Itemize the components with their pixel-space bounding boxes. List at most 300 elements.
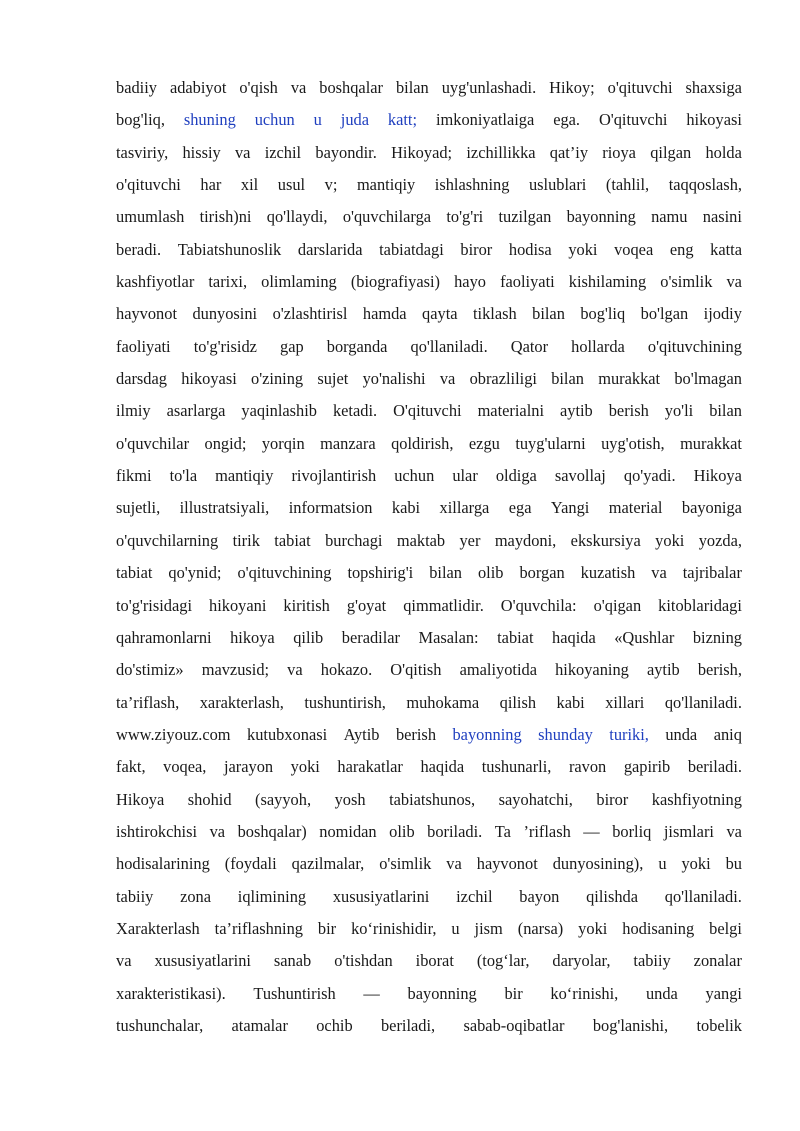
- text-word: olimlaming: [261, 272, 337, 292]
- text-word: hodisalarining: [116, 854, 210, 874]
- text-word: savollaj: [554, 466, 606, 486]
- text-word: to'la: [169, 466, 198, 486]
- text-word: qazilmalar,: [291, 854, 365, 874]
- text-word: yoki: [578, 918, 608, 938]
- text-word: asarlarga: [166, 401, 226, 421]
- text-word: fakt,: [116, 757, 146, 777]
- text-word: maktab: [396, 530, 446, 550]
- text-word: kitoblaridagi: [658, 595, 742, 615]
- text-word: voqea,: [163, 757, 207, 777]
- text-word: yangi: [705, 983, 742, 1003]
- text-word: borganda: [326, 336, 388, 356]
- text-word: o'qigan: [593, 595, 642, 615]
- text-word: u: [451, 918, 460, 938]
- text-word: www.ziyouz.com: [116, 724, 231, 744]
- text-word: nomidan: [319, 821, 377, 841]
- text-word: iborat: [415, 951, 454, 971]
- text-word: jism: [474, 918, 503, 938]
- text-word: faoliyati: [500, 272, 555, 292]
- text-word: uchun: [394, 466, 435, 486]
- text-word: illustratsiyali,: [179, 498, 270, 518]
- text-word: va: [439, 369, 456, 389]
- text-word: yoki: [681, 854, 711, 874]
- text-word: o'qituvchi: [116, 175, 181, 195]
- text-word: o'zining: [251, 369, 304, 389]
- text-line: [116, 72, 742, 104]
- text-word: tobelik: [696, 1015, 742, 1035]
- text-word: o'quvchilar: [116, 433, 190, 453]
- text-word: hayvonot: [116, 304, 178, 324]
- text-word: gap: [280, 336, 304, 356]
- text-word: bir: [317, 918, 337, 938]
- text-word: (biografiyasi): [350, 272, 441, 292]
- text-word: rivojlantirish: [291, 466, 377, 486]
- text-word: bayoniga: [681, 498, 742, 518]
- text-word: hissiy: [182, 142, 221, 162]
- text-word: ongid;: [204, 433, 247, 453]
- text-word: tushunarli,: [481, 757, 552, 777]
- text-word: Ta: [494, 821, 511, 841]
- text-word: xillarga: [439, 498, 490, 518]
- text-word: shohid: [187, 789, 232, 809]
- text-word: xil: [240, 175, 259, 195]
- text-word: kishilaming: [568, 272, 647, 292]
- text-word: qilib: [293, 627, 324, 647]
- text-word: haqida: [420, 757, 465, 777]
- text-word: tabiiy: [633, 951, 671, 971]
- text-word: qat’iy: [549, 142, 589, 162]
- text-word: oldiga: [495, 466, 537, 486]
- text-word: qo'yadi.: [623, 466, 676, 486]
- inline-link-word[interactable]: shuning: [183, 110, 236, 130]
- text-word: bo'lmagan: [674, 369, 742, 389]
- text-word: —: [583, 821, 600, 841]
- text-word: Aytib: [343, 724, 380, 744]
- text-word: atamalar: [231, 1015, 288, 1035]
- text-word: tuzilgan: [498, 207, 552, 227]
- text-word: ishlashning: [434, 175, 510, 195]
- text-word: bayonning: [407, 983, 477, 1003]
- text-word: jarayon: [223, 757, 274, 777]
- text-word: tabiatdagi: [379, 239, 444, 259]
- text-word: maydoni,: [494, 530, 557, 550]
- text-word: biror: [596, 789, 629, 809]
- text-word: yo'li: [664, 401, 694, 421]
- text-line: [116, 266, 742, 298]
- text-word: jismlari: [663, 821, 714, 841]
- text-word: kabi: [556, 692, 585, 712]
- text-word: topshirig'i: [347, 563, 414, 583]
- text-word: va: [446, 854, 462, 874]
- text-word: o'quvchilarga: [342, 207, 432, 227]
- inline-link-word[interactable]: juda: [340, 110, 369, 130]
- text-word: belgi: [709, 918, 742, 938]
- text-word: xususiyatlarini: [332, 886, 430, 906]
- text-line: [116, 848, 742, 880]
- text-line: [116, 298, 742, 330]
- text-word: beriladi.: [687, 757, 742, 777]
- text-word: boshqalar): [237, 821, 307, 841]
- text-word: Hikoyad;: [391, 142, 453, 162]
- text-word: ular: [452, 466, 478, 486]
- text-word: to'g'risidz: [193, 336, 257, 356]
- inline-link-word[interactable]: bayonning: [452, 724, 522, 744]
- text-word: qayta: [422, 304, 458, 324]
- text-word: muhokama: [406, 692, 480, 712]
- text-line: [116, 978, 742, 1010]
- text-word: Masalan:: [418, 627, 479, 647]
- text-line: [116, 201, 742, 233]
- text-line: [116, 395, 742, 427]
- text-word: katta: [710, 239, 742, 259]
- text-word: qilishda: [586, 886, 638, 906]
- text-word: tushuntirish,: [304, 692, 386, 712]
- text-word: kuzatish: [580, 563, 636, 583]
- text-word: va: [726, 821, 742, 841]
- text-word: izchil: [456, 886, 493, 906]
- text-word: kutubxonasi: [247, 724, 328, 744]
- text-word: mantiqiy: [215, 466, 274, 486]
- text-word: olib: [389, 821, 415, 841]
- text-line: [116, 622, 742, 654]
- text-word: yoki: [568, 239, 598, 259]
- text-word: boriladi.: [427, 821, 483, 841]
- text-word: u: [658, 854, 667, 874]
- text-word: hollarda: [571, 336, 625, 356]
- text-line: [116, 363, 742, 395]
- text-word: kiritish: [283, 595, 330, 615]
- inline-link-word[interactable]: shunday: [538, 724, 593, 744]
- text-word: unda: [645, 983, 678, 1003]
- text-line: [116, 816, 742, 848]
- text-word: o'qituvchi: [607, 78, 673, 97]
- text-word: hikoya: [230, 627, 275, 647]
- text-word: bu: [725, 854, 742, 874]
- text-word: beriladi,: [380, 1015, 436, 1035]
- text-word: izchil: [264, 142, 302, 162]
- text-line: [116, 428, 742, 460]
- text-word: O'qitish: [390, 660, 442, 680]
- text-word: manzara: [320, 433, 376, 453]
- text-word: g'oyat: [346, 595, 387, 615]
- text-word: sayohatchi,: [498, 789, 573, 809]
- inline-link-word[interactable]: uchun: [254, 110, 295, 130]
- text-word: ravon: [568, 757, 607, 777]
- text-word: nasini: [702, 207, 742, 227]
- text-word: kabi: [391, 498, 421, 518]
- text-word: dunyosining),: [552, 854, 644, 874]
- text-word: bir: [504, 983, 523, 1003]
- text-word: bizning: [692, 627, 742, 647]
- text-word: Tabiatshunoslik: [177, 239, 282, 259]
- text-word: qahramonlarni: [116, 627, 212, 647]
- text-word: to'g'risidagi: [116, 595, 193, 615]
- text-word: «Qushlar: [614, 627, 675, 647]
- text-line: [116, 913, 742, 945]
- text-word: bilan: [532, 304, 565, 324]
- text-word: xillari: [605, 692, 645, 712]
- text-word: zonalar: [693, 951, 742, 971]
- text-word: o'qish: [239, 78, 278, 97]
- text-word: hamda: [362, 304, 407, 324]
- text-word: tarixi,: [208, 272, 248, 292]
- text-word: va: [726, 272, 742, 292]
- text-word: bilan: [395, 78, 429, 97]
- text-word: do'stimiz»: [116, 660, 184, 680]
- text-word: ega.: [553, 110, 581, 130]
- text-word: yaqinlashib: [241, 401, 317, 421]
- text-word: tirik: [232, 530, 260, 550]
- text-word: tabiat: [116, 563, 153, 583]
- text-word: Xarakterlash: [116, 918, 200, 938]
- text-word: hokazo.: [320, 660, 373, 680]
- text-word: izchillikka: [466, 142, 536, 162]
- text-word: bog'lanishi,: [592, 1015, 669, 1035]
- text-word: qo'ynid;: [168, 563, 222, 583]
- text-word: Qator: [510, 336, 549, 356]
- text-line: [116, 331, 742, 363]
- text-word: qo'llaniladi.: [664, 886, 742, 906]
- text-word: murakkat: [598, 369, 661, 389]
- text-word: umumlash: [116, 207, 185, 227]
- text-word: yoki: [290, 757, 320, 777]
- text-word: zona: [180, 886, 212, 906]
- text-word: ilmiy: [116, 401, 151, 421]
- text-word: o'simlik: [660, 272, 713, 292]
- text-word: bayondir.: [315, 142, 377, 162]
- text-word: badiiy: [116, 78, 157, 97]
- text-word: beradi.: [116, 239, 162, 259]
- text-word: uyg'otish,: [601, 433, 665, 453]
- text-word: faoliyati: [116, 336, 171, 356]
- text-word: va: [651, 563, 667, 583]
- text-word: ko‘rinishidir,: [351, 918, 437, 938]
- text-line: [116, 751, 742, 783]
- text-word: berish: [608, 401, 649, 421]
- text-word: hikoyaning: [555, 660, 629, 680]
- text-word: sabab-oqibatlar: [463, 1015, 565, 1035]
- text-word: —: [363, 983, 380, 1003]
- text-word: to'g'ri: [446, 207, 484, 227]
- text-word: hikoyani: [209, 595, 267, 615]
- text-word: bayon: [519, 886, 560, 906]
- text-word: (sayyoh,: [255, 789, 312, 809]
- text-word: o'zlashtirisl: [272, 304, 348, 324]
- text-word: ochib: [316, 1015, 353, 1035]
- text-word: uslublari: [528, 175, 587, 195]
- text-word: o'qituvchining: [647, 336, 742, 356]
- text-line: [116, 492, 742, 524]
- text-word: bilan: [551, 369, 584, 389]
- text-word: dunyosini: [192, 304, 258, 324]
- text-word: voqea: [614, 239, 654, 259]
- inline-link-word[interactable]: u: [313, 110, 322, 130]
- text-word: bayonning: [566, 207, 636, 227]
- text-word: har: [200, 175, 222, 195]
- text-word: olib: [477, 563, 504, 583]
- text-word: berish,: [697, 660, 742, 680]
- text-word: tasviriy,: [116, 142, 169, 162]
- text-word: Tushuntirish: [253, 983, 336, 1003]
- text-word: aytib: [559, 401, 593, 421]
- text-word: Hikoya: [693, 466, 742, 486]
- text-word: biror: [460, 239, 493, 259]
- text-word: yoki: [655, 530, 685, 550]
- text-word: mantiqiy: [356, 175, 416, 195]
- text-word: aytib: [646, 660, 680, 680]
- text-word: hodisa: [508, 239, 552, 259]
- text-word: imkoniyatlaiga: [435, 110, 535, 130]
- text-word: Hikoya: [116, 789, 165, 809]
- text-line: [116, 137, 742, 169]
- text-word: adabiyot: [169, 78, 227, 97]
- text-word: ega: [508, 498, 532, 518]
- text-line: [116, 1010, 742, 1042]
- text-word: (narsa): [517, 918, 564, 938]
- text-line: [116, 687, 742, 719]
- text-word: tuyg'ularni: [515, 433, 586, 453]
- text-word: borliq: [612, 821, 652, 841]
- text-word: qilgan: [650, 142, 692, 162]
- text-word: mavzusid;: [201, 660, 270, 680]
- text-word: hodisaning: [622, 918, 695, 938]
- text-word: informatsion: [288, 498, 373, 518]
- text-word: holda: [705, 142, 742, 162]
- text-word: bilan: [709, 401, 742, 421]
- text-line: [116, 654, 742, 686]
- text-word: murakkat: [680, 433, 742, 453]
- text-word: kashfiyotning: [651, 789, 742, 809]
- text-word: va: [290, 78, 307, 97]
- text-word: yosh: [334, 789, 366, 809]
- text-word: ketadi.: [332, 401, 378, 421]
- inline-link-word[interactable]: katt;: [387, 110, 418, 130]
- text-word: unda: [665, 724, 698, 744]
- text-word: o'simlik: [379, 854, 432, 874]
- text-line: [116, 881, 742, 913]
- text-word: berish: [395, 724, 437, 744]
- text-word: yer: [459, 530, 481, 550]
- text-word: gapirib: [623, 757, 671, 777]
- text-line: [116, 234, 742, 266]
- text-word: va: [116, 951, 132, 971]
- text-word: darsdag: [116, 369, 167, 389]
- text-word: va: [234, 142, 251, 162]
- text-word: Hikoy;: [549, 78, 595, 97]
- text-word: xususiyatlarini: [154, 951, 251, 971]
- text-word: sujetli,: [116, 498, 161, 518]
- text-word: tirish)ni: [199, 207, 252, 227]
- text-word: qoldirish,: [391, 433, 454, 453]
- text-word: hayo: [454, 272, 486, 292]
- text-word: qimmatlidir.: [403, 595, 484, 615]
- text-word: tushunchalar,: [116, 1015, 204, 1035]
- text-word: harakatlar: [337, 757, 403, 777]
- text-word: borgan: [519, 563, 565, 583]
- text-line: [116, 557, 742, 589]
- text-word: tajribalar: [682, 563, 742, 583]
- text-word: (foydali: [224, 854, 277, 874]
- text-word: yo'nalishi: [362, 369, 426, 389]
- text-word: tabiatshunos,: [389, 789, 476, 809]
- text-word: v;: [324, 175, 338, 195]
- inline-link-word[interactable]: turiki,: [609, 724, 649, 744]
- text-word: ekskursiya: [570, 530, 641, 550]
- text-word: xarakterlash,: [199, 692, 284, 712]
- text-word: ’riflash: [523, 821, 571, 841]
- text-word: hayvonot: [476, 854, 538, 874]
- text-word: xarakteristikasi).: [116, 983, 226, 1003]
- text-word: materialni: [477, 401, 545, 421]
- text-word: qilish: [499, 692, 537, 712]
- text-word: O'qituvchi: [598, 110, 668, 130]
- text-line: [116, 590, 742, 622]
- text-word: iqlimining: [237, 886, 307, 906]
- text-word: tabiat: [497, 627, 534, 647]
- text-word: fikmi: [116, 466, 152, 486]
- text-word: Yangi: [550, 498, 590, 518]
- text-word: tabiiy: [116, 886, 154, 906]
- text-line: [116, 460, 742, 492]
- text-word: darslarida: [297, 239, 363, 259]
- text-line: [116, 945, 742, 977]
- text-word: o'quvchilarning: [116, 530, 219, 550]
- text-word: obrazliligi: [469, 369, 537, 389]
- text-word: o'tishdan: [334, 951, 393, 971]
- text-line: [116, 784, 742, 816]
- text-word: qo'llaniladi.: [664, 692, 742, 712]
- text-line: [116, 719, 742, 751]
- text-word: ko‘rinishi,: [550, 983, 619, 1003]
- text-word: haqida: [552, 627, 596, 647]
- text-word: daryolar,: [552, 951, 611, 971]
- text-word: boshqalar: [319, 78, 383, 97]
- text-word: bog'liq,: [116, 110, 165, 130]
- text-line: [116, 104, 742, 136]
- text-word: qo'llaniladi.: [410, 336, 488, 356]
- text-word: beradilar: [341, 627, 401, 647]
- text-word: tabiat: [274, 530, 311, 550]
- document-body: [116, 72, 742, 1042]
- text-word: va: [287, 660, 303, 680]
- text-word: sanab: [273, 951, 312, 971]
- text-word: usul: [277, 175, 306, 195]
- text-word: uyg'unlashadi.: [441, 78, 537, 97]
- text-word: (tahlil,: [605, 175, 650, 195]
- text-word: ta’riflash,: [116, 692, 180, 712]
- text-word: shaxsiga: [685, 78, 742, 97]
- text-word: qo'llaydi,: [266, 207, 328, 227]
- text-word: taqqoslash,: [668, 175, 742, 195]
- text-word: tiklash: [472, 304, 517, 324]
- text-word: O'qituvchi: [393, 401, 462, 421]
- text-word: amaliyotida: [459, 660, 537, 680]
- text-word: rioya: [602, 142, 636, 162]
- text-word: eng: [669, 239, 694, 259]
- text-word: (tog‘lar,: [476, 951, 530, 971]
- text-word: kashfiyotlar: [116, 272, 195, 292]
- text-word: ijodiy: [703, 304, 742, 324]
- text-word: aniq: [713, 724, 742, 744]
- text-word: hikoyasi: [181, 369, 237, 389]
- text-word: sujet: [317, 369, 349, 389]
- text-word: ishtirokchisi: [116, 821, 198, 841]
- text-line: [116, 169, 742, 201]
- text-word: namu: [651, 207, 688, 227]
- text-word: o'qituvchining: [237, 563, 332, 583]
- text-word: bilan: [429, 563, 462, 583]
- text-word: bog'liq: [580, 304, 626, 324]
